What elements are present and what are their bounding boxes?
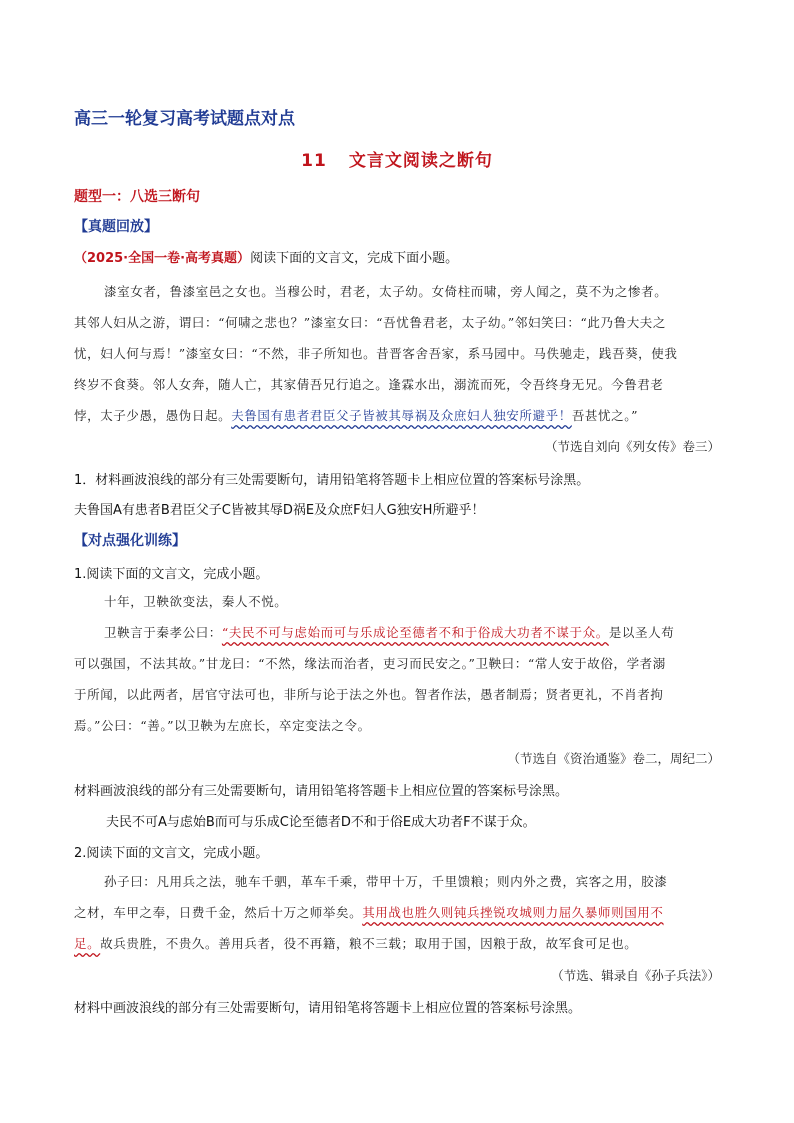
- passage-line: 终岁不食葵。邻人女奔，随人亡，其家倩吾兄行追之。逢霖水出，溺流而死，令吾终身无兄。今鲁君老: [74, 377, 664, 392]
- passage-line: 其邻人妇从之游，谓曰：“何啸之悲也？”漆室女曰：“吾忧鲁君老，太子幼。”邻妇笑曰：“此乃鲁大夫之: [74, 315, 667, 330]
- passage-line: [74, 928, 720, 959]
- passage-lienv: [74, 276, 720, 431]
- passage-text: 故兵贵胜，不贵久。善用兵者，役不再籍，粮不三载；取用于国，因粮于敌，故军食可足也。: [100, 936, 638, 951]
- real-question-choices: 夫鲁国A有患者B君臣父子C皆被其辱D祸E及众庶F妇人G独安H所避乎！: [74, 503, 485, 518]
- passage-source: （节选自《资治通鉴》卷二，周纪二）: [507, 751, 720, 766]
- real-question-intro: [74, 247, 458, 266]
- passage-line: 漆室女者，鲁漆室邑之女也。当穆公时，君老，太子幼。女倚柱而啸，旁人闻之，莫不为之惨者。: [104, 284, 668, 299]
- passage-text: 吾甚忧之。”: [571, 408, 639, 423]
- passage-line: 于所闻，以此两者，居官守法可也，非所与论于法之外也。智者作法，愚者制焉；贤者更礼，不肖者拘: [74, 687, 664, 702]
- question-type-heading: 题型一：八选三断句: [74, 189, 200, 205]
- passage-text: 之材，车甲之奉，日费千金，然后十万之师举矣。: [74, 905, 363, 920]
- exam-source-tag: （2025·全国一卷·高考真题）: [74, 251, 251, 266]
- passage-sunzi: [74, 866, 720, 959]
- passage-line: 孙子曰：凡用兵之法，驰车千驷，革车千乘，带甲十万，千里馈粮；则内外之费，宾客之用，胶漆: [104, 874, 668, 889]
- passage-line: [74, 400, 720, 431]
- passage-source: （节选、辑录自《孙子兵法》）: [551, 968, 720, 983]
- real-question-prompt: 1．材料画波浪线的部分有三处需要断句，请用铅笔将答题卡上相应位置的答案标号涂黑。: [74, 473, 590, 488]
- passage-line: [74, 617, 720, 648]
- passage-text: 卫鞅言于秦孝公曰：: [104, 625, 222, 640]
- training-1-instruction: 1.阅读下面的文言文，完成小题。: [74, 567, 269, 582]
- training-2-instruction: 2.阅读下面的文言文，完成小题。: [74, 846, 269, 861]
- passage-line: 可以强国，不法其故。”甘龙曰：“不然，缘法而治者，吏习而民安之。”卫鞅曰：“常人安于故俗，学者溺: [74, 656, 666, 671]
- wavy-underlined-text: 足。: [74, 936, 101, 951]
- passage-line: 忧，妇人何与焉！”漆室女曰：“不然，非子所知也。昔晋客舍吾家，系马园中。马佚驰走，践吾葵，使我: [74, 346, 678, 361]
- passage-line: 十年，卫鞅欲变法，秦人不悦。: [104, 594, 288, 609]
- lesson-title-text: 文言文阅读之断句: [348, 151, 493, 171]
- lesson-number: 11: [301, 151, 327, 171]
- lesson-title: [74, 146, 720, 171]
- passage-text: 是以圣人苟: [608, 625, 675, 640]
- passage-shang-yang: [74, 586, 720, 741]
- training-1-prompt: 材料画波浪线的部分有三处需要断句，请用铅笔将答题卡上相应位置的答案标号涂黑。: [74, 784, 569, 799]
- passage-line: [74, 897, 720, 928]
- training-1-choices: 夫民不可A与虑始B而可与乐成C论至德者D不和于俗E成大功者F不谋于众。: [106, 815, 536, 830]
- training-2-prompt: 材料中画波浪线的部分有三处需要断句，请用铅笔将答题卡上相应位置的答案标号涂黑。: [74, 1001, 582, 1016]
- wavy-underlined-text: “夫民不可与虑始而可与乐成论至德者不和于俗成大功者不谋于众。: [221, 625, 609, 640]
- wavy-underlined-text: 夫鲁国有患者君臣父子皆被其辱祸及众庶妇人独安所避乎！: [231, 408, 572, 423]
- real-question-instruction: 阅读下面的文言文，完成下面小题。: [250, 251, 459, 266]
- section-real-heading: 【真题回放】: [74, 219, 158, 235]
- wavy-underlined-text: 其用战也胜久则钝兵挫锐攻城则力屈久暴师则国用不: [362, 905, 664, 920]
- passage-line: 焉。”公曰：“善。”以卫鞅为左庶长，卒定变法之令。: [74, 718, 371, 733]
- passage-text: 悖，太子少愚，愚伪日起。: [74, 408, 232, 423]
- series-title: 高三一轮复习高考试题点对点: [74, 109, 295, 129]
- section-training-heading: 【对点强化训练】: [74, 533, 186, 549]
- passage-source: （节选自刘向《列女传》卷三）: [544, 439, 720, 454]
